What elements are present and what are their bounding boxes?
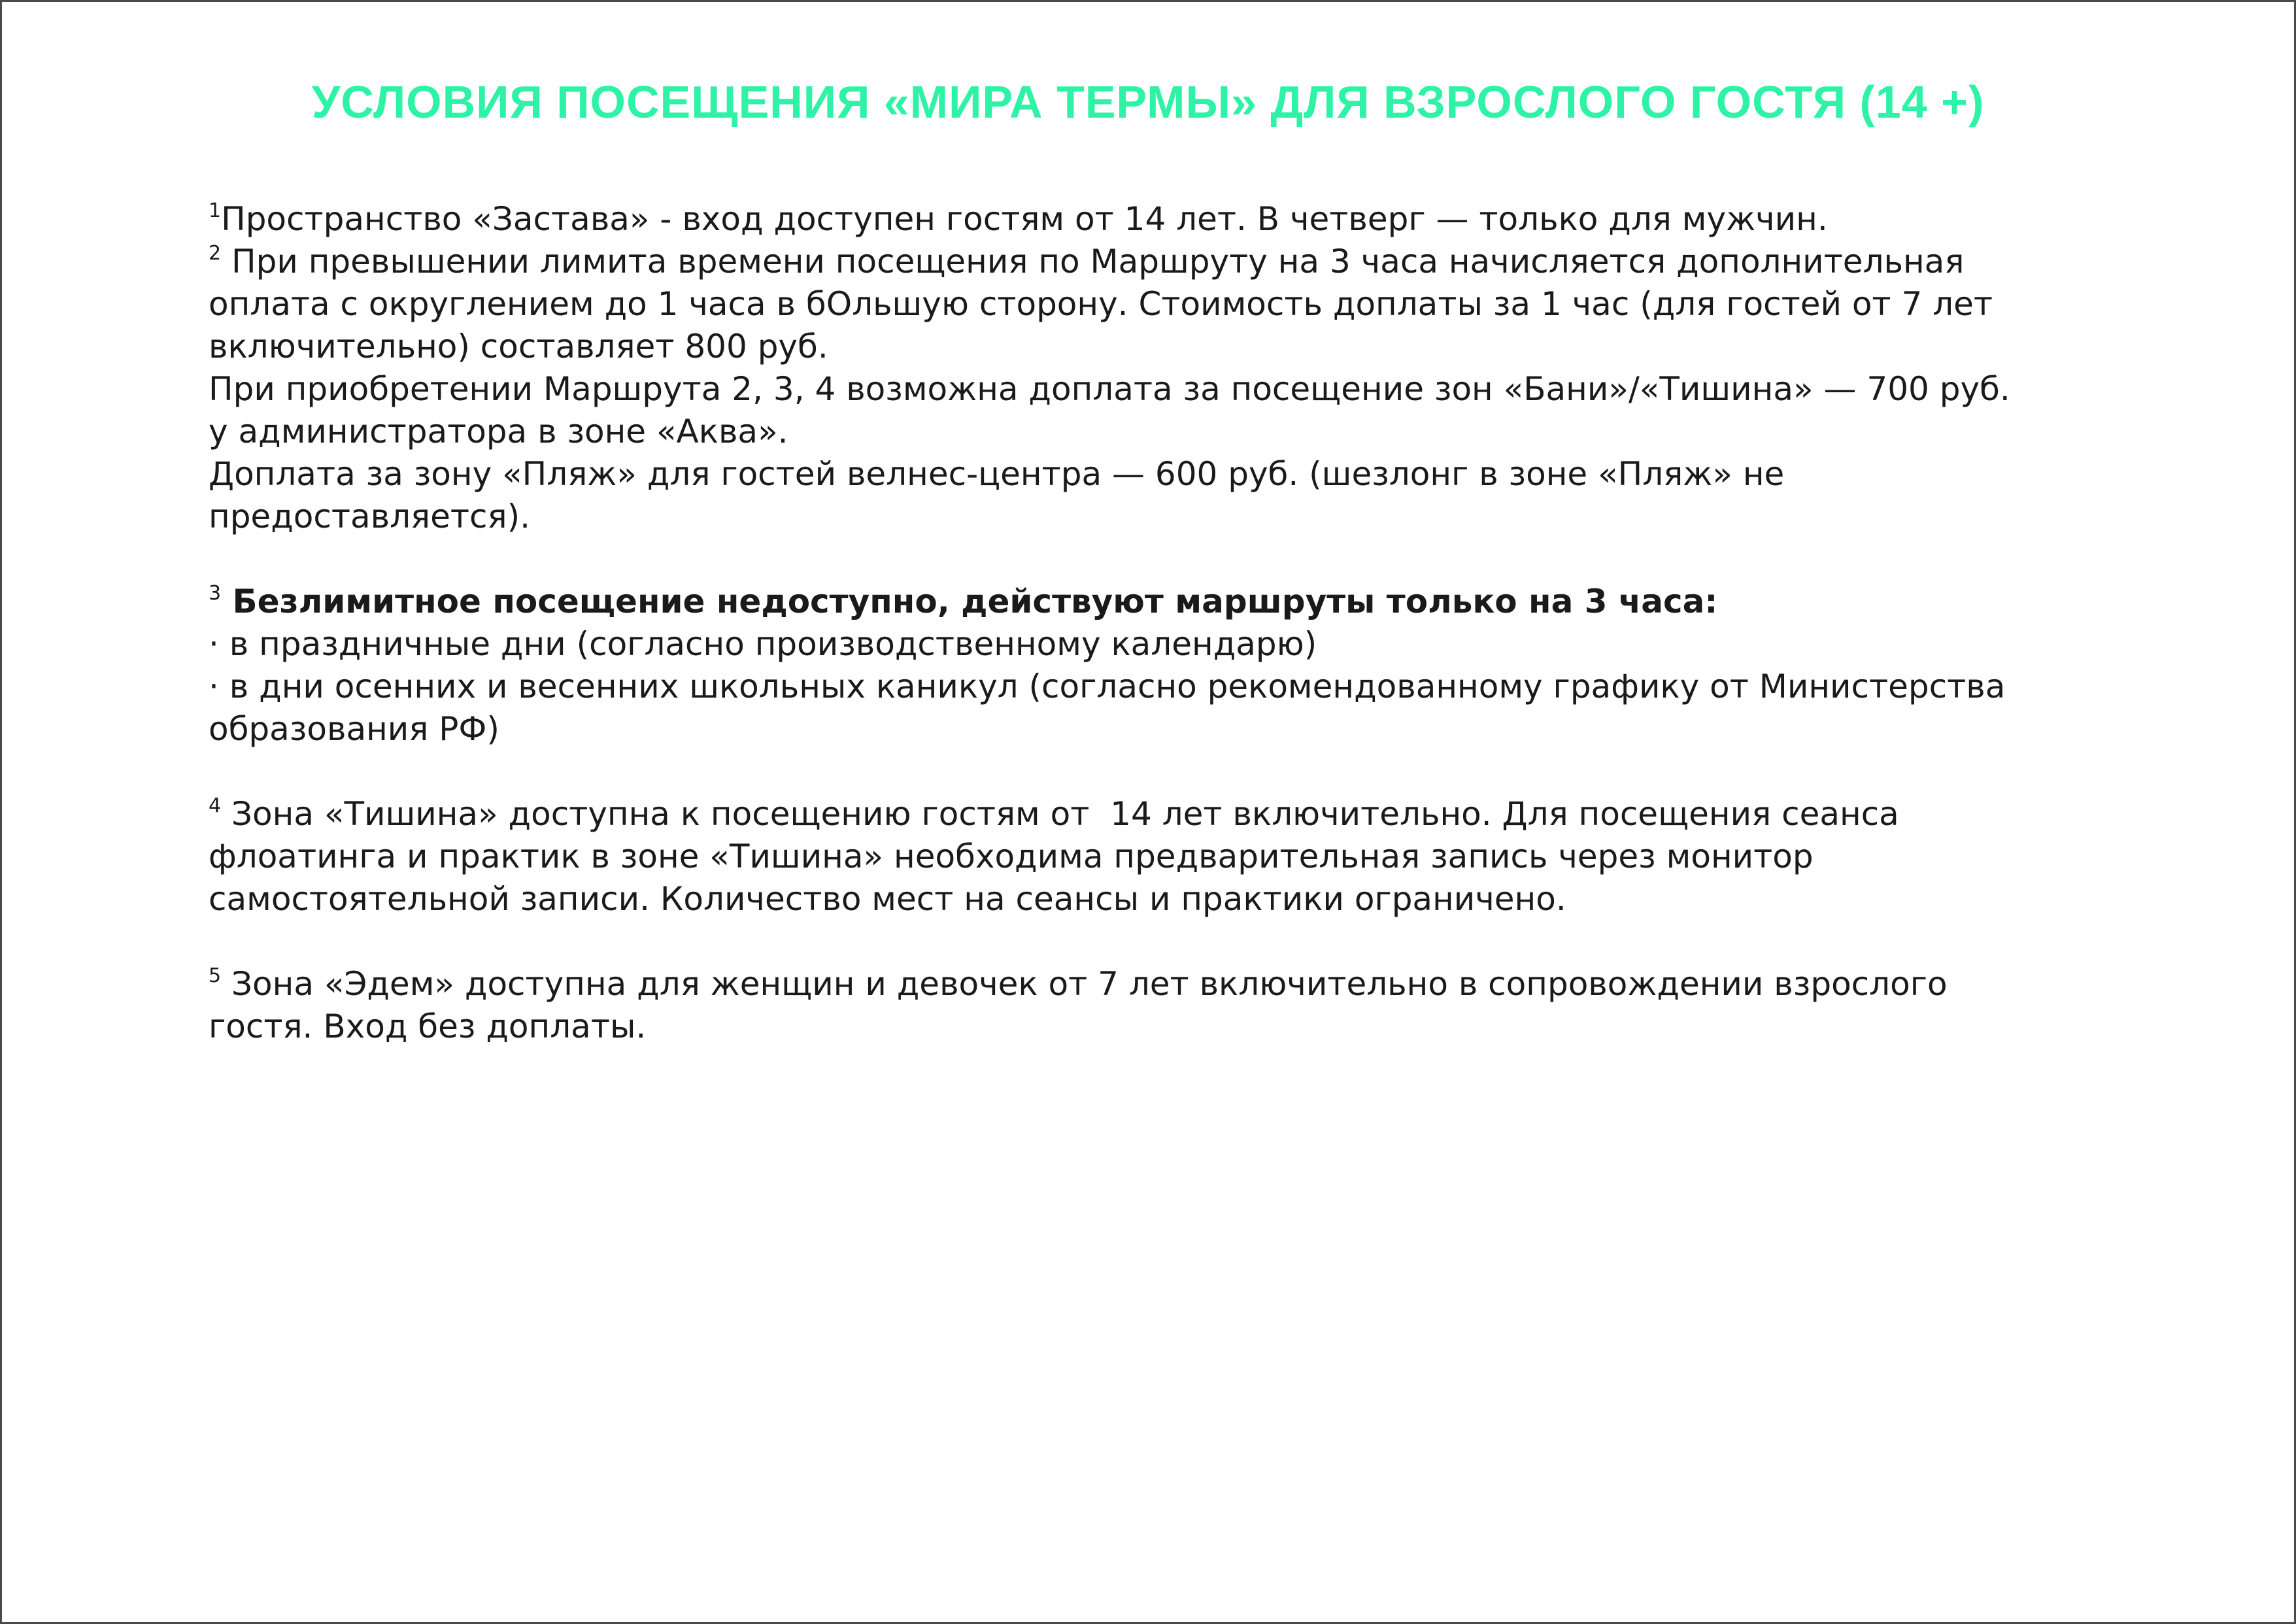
note-text: Зона «Эдем» доступна для женщин и девочек от 7 лет включительно в сопровождении взрослого	[221, 965, 1948, 1003]
footnote-marker: 2	[209, 242, 222, 265]
note-line: оплата с округлением до 1 часа в бОльшую сторону. Стоимость доплаты за 1 час (для гостей от 7 лет	[209, 285, 1993, 323]
page-title: УСЛОВИЯ ПОСЕЩЕНИЯ «МИРА ТЕРМЫ» ДЛЯ ВЗРОСЛОГО ГОСТЯ (14 +)	[311, 76, 1985, 127]
note-line	[209, 963, 2104, 1006]
note-5	[209, 963, 2104, 1048]
note-line: включительно) составляет 800 руб.	[209, 328, 828, 365]
note-line: самостоятельной записи. Количество мест на сеансы и практики ограничено.	[209, 880, 1566, 918]
note-text: Зона «Тишина» доступна к посещению гостям от 14 лет включительно. Для посещения сеанса	[221, 795, 1899, 833]
note-line: флоатинга и практик в зоне «Тишина» необходима предварительная запись через монитор	[209, 837, 1814, 875]
spacer	[209, 751, 2104, 793]
bullet-item: · в дни осенних и весенних школьных каникул (согласно рекомендованному графику от Министерства	[209, 668, 2006, 705]
note-line	[209, 581, 2104, 623]
note-text: Пространство «Застава» - вход доступен гостям от 14 лет. В четверг — только для мужчин.	[221, 200, 1828, 238]
note-line: гостя. Вход без доплаты.	[209, 1007, 647, 1045]
note-1	[209, 198, 2104, 241]
footnote-marker: 4	[209, 794, 222, 817]
footnote-marker: 5	[209, 964, 222, 987]
note-line	[209, 793, 2104, 836]
spacer	[209, 921, 2104, 963]
note-2	[209, 241, 2104, 538]
note-line: образования РФ)	[209, 710, 499, 748]
footnote-marker: 1	[209, 199, 222, 222]
spacer	[209, 538, 2104, 581]
note-line: у администратора в зоне «Аква».	[209, 413, 788, 450]
note-line	[209, 241, 2104, 283]
note-4	[209, 793, 2104, 921]
note-line: Доплата за зону «Пляж» для гостей велнес-центра — 600 руб. (шезлонг в зоне «Пляж» не	[209, 455, 1785, 493]
bullet-item: · в праздничные дни (согласно производственному календарю)	[209, 625, 1317, 663]
footnote-marker: 3	[209, 582, 222, 605]
note-3	[209, 581, 2104, 751]
note-line	[209, 198, 2104, 241]
notes-body	[209, 198, 2104, 1048]
note-line: При приобретении Маршрута 2, 3, 4 возможна доплата за посещение зон «Бани»/«Тишина» — 700 руб.	[209, 370, 2010, 408]
note-line: предоставляется).	[209, 498, 530, 535]
note-heading: Безлимитное посещение недоступно, действуют маршруты только на 3 часа:	[221, 583, 1718, 620]
note-text: При превышении лимита времени посещения по Маршруту на 3 часа начисляется дополнительная	[221, 243, 1965, 280]
